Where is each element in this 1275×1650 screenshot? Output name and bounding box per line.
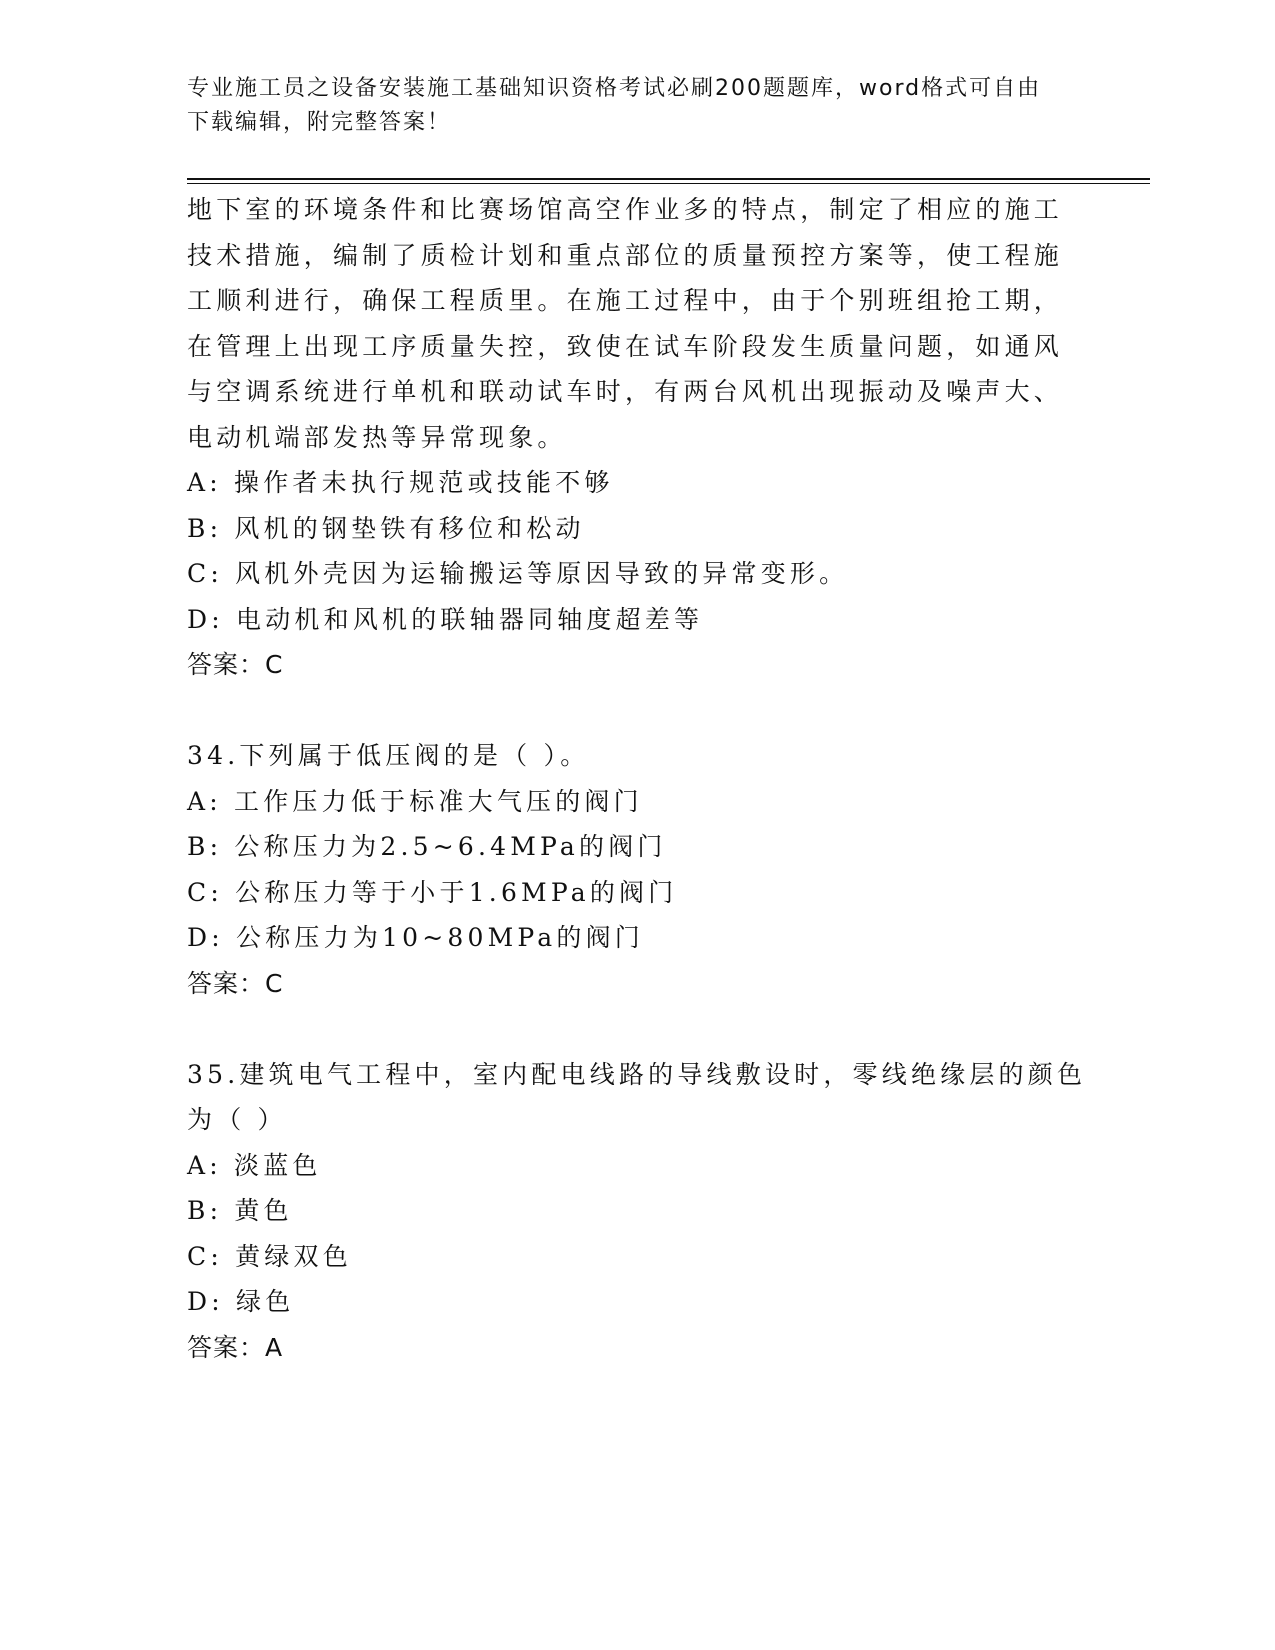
questions-body [187,187,1087,1370]
question-stem-line: 工顺利进行，确保工程质里。在施工过程中，由于个别班组抢工期， [187,286,1064,315]
question-35 [187,1052,1087,1371]
option-b: B: 黄色 [187,1196,293,1225]
question-stem-line: 与空调系统进行单机和联动试车时，有两台风机出现振动及噪声大、 [187,377,1064,406]
question-stem-line: 地下室的环境条件和比赛场馆高空作业多的特点，制定了相应的施工 [187,195,1064,224]
option-c: C: 公称压力等于小于1.6MPa的阀门 [187,877,678,907]
question-stem-line: 在管理上出现工序质量失控，致使在试车阶段发生质量问题，如通风 [187,331,1064,361]
question-34 [187,733,1087,1006]
header-divider-thin [187,183,1150,184]
question-stem-line: 34.下列属于低压阀的是（ ）。 [187,741,590,770]
option-b: B: 风机的钢垫铁有移位和松动 [187,513,585,543]
answer-line: 答案：C [187,968,284,998]
option-d: D: 电动机和风机的联轴器同轴度超差等 [187,604,704,634]
option-d: D: 绿色 [187,1287,295,1316]
document-header [187,72,1067,140]
option-c: C: 黄绿双色 [187,1241,352,1271]
option-b: B: 公称压力为2.5~6.4MPa的阀门 [187,832,667,861]
header-title-line-2: 下载编辑，附完整答案！ [187,110,452,135]
option-a: A: 淡蓝色 [187,1150,322,1180]
header-title-line-1: 专业施工员之设备安装施工基础知识资格考试必刷200题题库，word格式可自由 [187,76,1042,101]
option-a: A: 操作者未执行规范或技能不够 [187,468,614,497]
spacer [187,688,1087,734]
question-stem-line: 技术措施，编制了质检计划和重点部位的质量预控方案等，使工程施 [187,240,1064,270]
answer-line: 答案：A [187,1332,284,1362]
question-33 [187,187,1087,688]
header-divider-thick [187,178,1150,180]
option-c: C: 风机外壳因为运输搬运等原因导致的异常变形。 [187,559,849,588]
question-stem-line: 电动机端部发热等异常现象。 [187,422,567,452]
option-a: A: 工作压力低于标准大气压的阀门 [187,786,643,816]
option-d: D: 公称压力为10~80MPa的阀门 [187,923,644,952]
answer-line: 答案：C [187,650,284,679]
spacer [187,1006,1087,1052]
question-stem-line: 35.建筑电气工程中，室内配电线路的导线敷设时，零线绝缘层的颜色 [187,1059,1087,1089]
question-stem-line: 为（ ） [187,1105,287,1134]
